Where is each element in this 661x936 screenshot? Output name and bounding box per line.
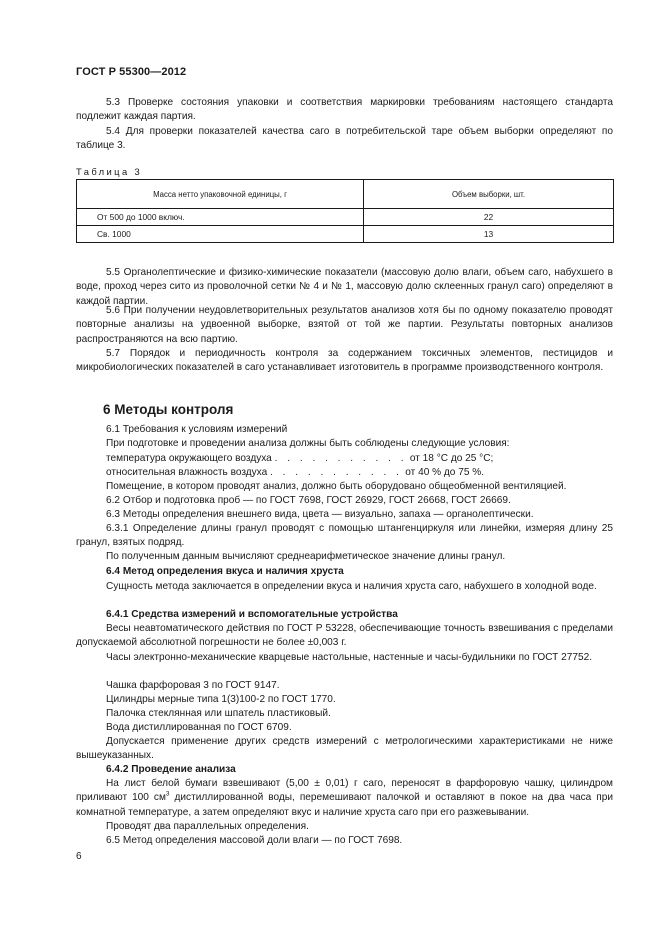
paragraph-5-5: 5.5 Органолептические и физико-химические показатели (массовую долю влаги, объем саго, набухшего в воде, проход через сито из проволочной сетки № 4 и № 1, массовую долю склеенных гранул саго) определяют в каждой партии. xyxy=(76,267,613,307)
paragraph-6-2: 6.2 Отбор и подготовка проб — по ГОСТ 7698, ГОСТ 26929, ГОСТ 26668, ГОСТ 26669. xyxy=(106,495,511,506)
table-cell: От 500 до 1000 включ. xyxy=(77,209,364,226)
section-title: 6 Методы контроля xyxy=(103,402,234,417)
paragraph-6-3: 6.3 Методы определения внешнего вида, цвета — визуально, запаха — органолептически. xyxy=(106,509,534,520)
paragraph-parallel: Проводят два параллельных определения. xyxy=(106,821,309,832)
paragraph-6-5: 6.5 Метод определения массовой доли влаги — по ГОСТ 7698. xyxy=(106,835,403,846)
humidity-value: от 40 % до 75 %. xyxy=(405,467,485,478)
paragraph-analysis xyxy=(76,777,613,820)
humidity-label: относительная влажность воздуха xyxy=(106,467,268,478)
table-row xyxy=(77,209,614,226)
humidity-condition xyxy=(76,466,613,480)
subsection-6-4-2-title: 6.4.2 Проведение анализа xyxy=(106,764,236,775)
table-header-cell: Масса нетто упаковочной единицы, г xyxy=(77,180,364,209)
subsection-6-4-1-title: 6.4.1 Средства измерений и вспомогательные устройства xyxy=(106,609,398,620)
table-header-row xyxy=(77,180,614,209)
paragraph-5-4: 5.4 Для проверки показателей качества саго в потребительской таре объем выборки определяют по таблице 3. xyxy=(76,126,613,152)
temperature-label: температура окружающего воздуха xyxy=(106,453,272,464)
paragraph-stick: Палочка стеклянная или шпатель пластиковый. xyxy=(106,708,331,719)
analysis-text-part1: На лист белой бумаги взвешивают (5,00 ± 0,01) г саго, переносят в фарфоровую чашку, цилиндром приливают 100 см xyxy=(76,778,613,804)
table-cell: 22 xyxy=(364,209,614,226)
subsection-6-4-title: 6.4 Метод определения вкуса и наличия хруста xyxy=(106,566,344,577)
table-row xyxy=(77,226,614,243)
paragraph-clocks: Часы электронно-механические кварцевые настольные, настенные и часы-будильники по ГОСТ 27752. xyxy=(106,652,593,663)
paragraph-6-4: Сущность метода заключается в определении вкуса и наличия хруста саго, набухшего в холодной воде. xyxy=(106,581,597,592)
paragraph-scales: Весы неавтоматического действия по ГОСТ Р 53228, обеспечивающие точность взвешивания с пределами допускаемой абсолютной погрешности не более ±0,003 г. xyxy=(76,623,613,649)
page-number: 6 xyxy=(76,851,82,862)
paragraph-5-6: 5.6 При получении неудовлетворительных результатов анализов хотя бы по одному показателю проводят повторные анализы на удвоенной выборке, взятой от той же партии. Результаты повторных анализов распространяются на всю партию. xyxy=(76,305,613,345)
paragraph-6-3-1: 6.3.1 Определение длины гранул проводят с помощью штангенциркуля или линейки, измеряя длину 25 гранул, взятых подряд. xyxy=(76,523,613,549)
paragraph-cylinders: Цилиндры мерные типа 1(3)100-2 по ГОСТ 1770. xyxy=(106,694,336,705)
paragraph-6-1: 6.1 Требования к условиям измерений xyxy=(106,424,288,435)
leader-dots: . . . . . . . . . . . xyxy=(274,453,408,464)
sample-size-table xyxy=(76,179,614,243)
table-header-cell: Объем выборки, шт. xyxy=(364,180,614,209)
paragraph-5-3: 5.3 Проверке состояния упаковки и соответствия маркировки требованиям настоящего стандарта подлежит каждая партия. xyxy=(76,97,613,123)
document-header: ГОСТ Р 55300—2012 xyxy=(76,66,187,78)
table-cell: 13 xyxy=(364,226,614,243)
analysis-text-part2: дистиллированной воды, перемешивают палочкой и оставляют в покое на два часа при комнатной температуре, а затем определяют вкус и наличие хруста саго при его разжевывании. xyxy=(76,792,613,818)
paragraph-ventilation: Помещение, в котором проводят анализ, должно быть оборудовано общеобменной вентиляцией. xyxy=(106,481,567,492)
paragraph-5-7: 5.7 Порядок и периодичность контроля за содержанием токсичных элементов, пестицидов и микробиологических показателей в саго устанавливает изготовитель в программе производственного контроля. xyxy=(76,348,613,374)
paragraph-dish: Чашка фарфоровая 3 по ГОСТ 9147. xyxy=(106,680,280,691)
table-caption: Таблица 3 xyxy=(76,166,143,177)
paragraph-other-instruments: Допускается применение других средств измерений с метрологическими характеристиками не ниже вышеуказанных. xyxy=(76,736,613,762)
paragraph-6-1-conditions: При подготовке и проведении анализа должны быть соблюдены следующие условия: xyxy=(106,438,510,449)
paragraph-6-3-1-result: По полученным данным вычисляют среднеарифметическое значение длины гранул. xyxy=(106,551,506,562)
temperature-condition xyxy=(76,452,613,466)
table-cell: Св. 1000 xyxy=(77,226,364,243)
leader-dots: . . . . . . . . . . . xyxy=(270,467,403,478)
superscript-3: 3 xyxy=(165,791,170,799)
paragraph-water: Вода дистиллированная по ГОСТ 6709. xyxy=(106,722,292,733)
temperature-value: от 18 °С до 25 °С; xyxy=(409,453,494,464)
